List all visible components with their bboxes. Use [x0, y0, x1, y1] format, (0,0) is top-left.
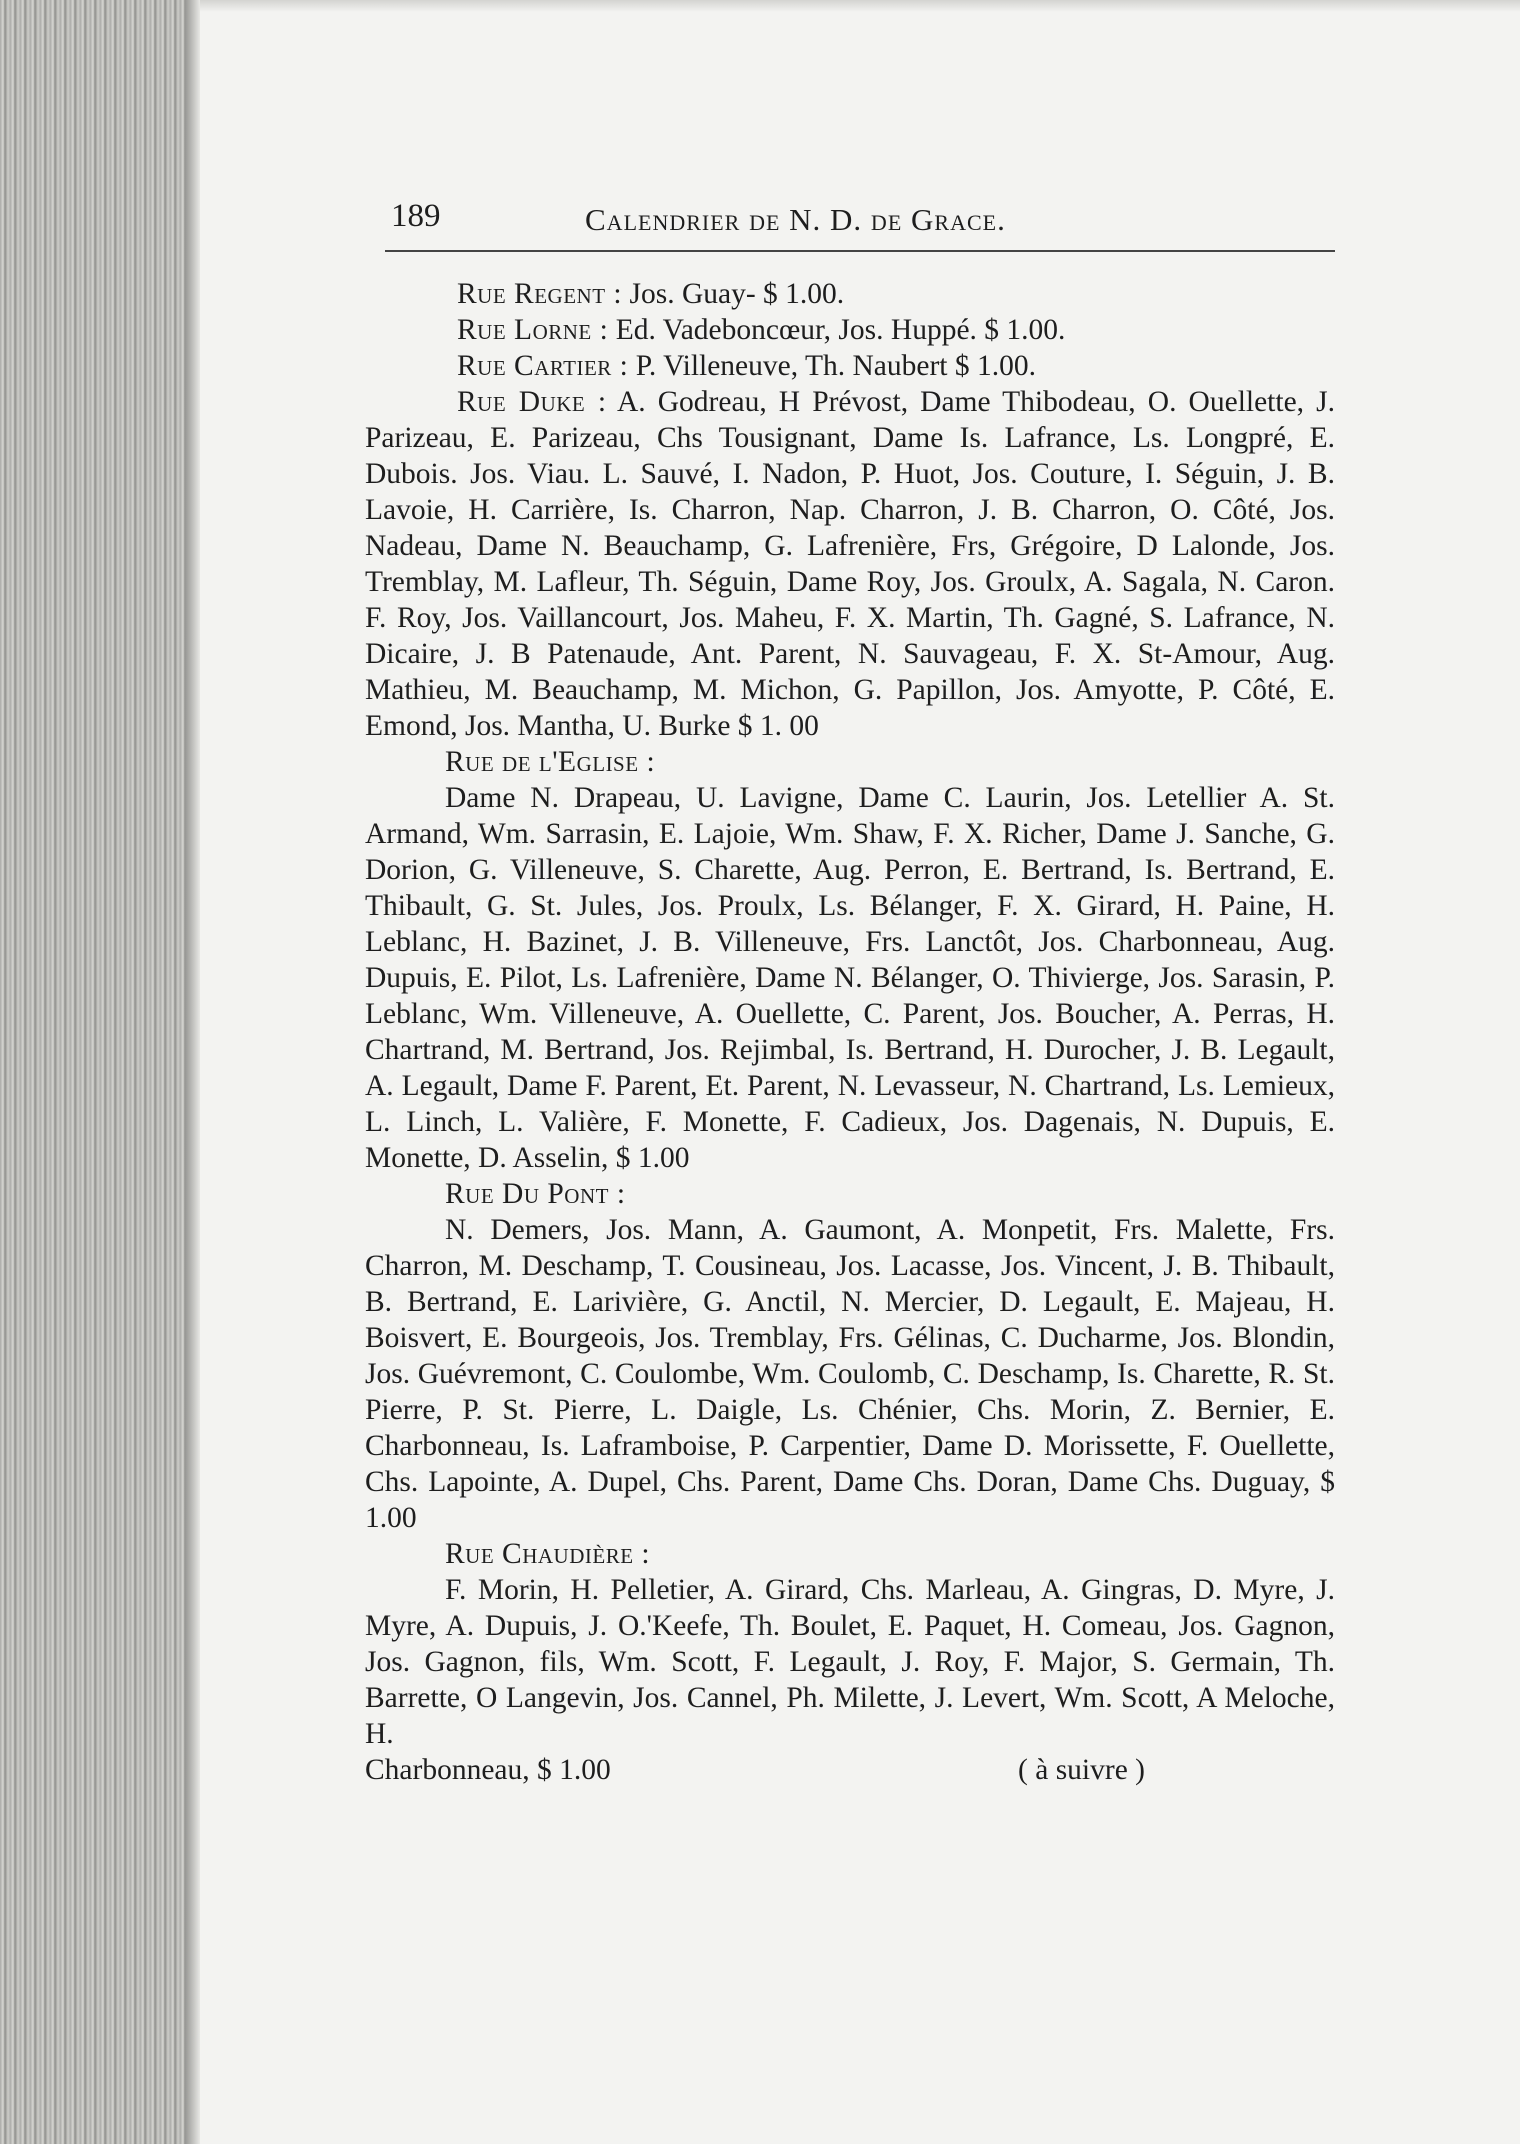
street-name: Rue Regent : [457, 278, 623, 310]
donor-names: Jos. Guay- $ 1.00. [629, 278, 845, 310]
running-title: Calendrier de N. D. de Grace. [585, 202, 1006, 237]
street-name: Rue Lorne : [457, 314, 609, 346]
page-top-shadow [200, 0, 1520, 12]
entry-rue-cartier [365, 348, 1335, 384]
page-body [365, 276, 1335, 1788]
section-names-rue-de-l-eglise: Dame N. Drapeau, U. Lavigne, Dame C. Laurin, Jos. Letellier A. St. Armand, Wm. Sarrasin, E. Lajoie, Wm. Shaw, F. X. Richer, Dame J. Sanche, G. Dorion, G. Villeneuve, S. Charette, Aug. Perron, E. Bertrand, Is. Bertrand, E. Thibault, G. St. Jules, Jos. Proulx, Ls. Bélanger, F. X. Girard, H. Paine, H. Leblanc, H. Bazinet, J. B. Villeneuve, Frs. Lanctôt, Jos. Charbonneau, Aug. Dupuis, E. Pilot, Ls. Lafrenière, Dame N. Bélanger, O. Thivierge, Jos. Sarasin, P. Leblanc, Wm. Villeneuve, A. Ouellette, C. Parent, Jos. Boucher, A. Perras, H. Chartrand, M. Bertrand, Jos. Rejimbal, Is. Bertrand, H. Durocher, J. B. Legault, A. Legault, Dame F. Parent, Et. Parent, N. Levasseur, N. Chartrand, Ls. Lemieux, L. Linch, L. Valière, F. Monette, F. Cadieux, Jos. Dagenais, N. Dupuis, E. Monette, D. Asselin, $ 1.00 [365, 782, 1335, 1174]
section-names-rue-du-pont: N. Demers, Jos. Mann, A. Gaumont, A. Monpetit, Frs. Malette, Frs. Charron, M. Deschamp, T. Cousineau, Jos. Lacasse, Jos. Vincent, J. B. Thibault, B. Bertrand, E. Larivière, G. Anctil, N. Mercier, D. Legault, E. Majeau, H. Boisvert, E. Bourgeois, Jos. Tremblay, Frs. Gélinas, C. Ducharme, Jos. Blondin, Jos. Guévremont, C. Coulombe, Wm. Coulomb, C. Deschamp, Is. Charette, R. St. Pierre, P. St. Pierre, L. Daigle, Ls. Chénier, Chs. Morin, Z. Bernier, E. Charbonneau, Is. Laframboise, P. Carpentier, Dame D. Morissette, F. Ouellette, Chs. Lapointe, A. Dupel, Chs. Parent, Dame Chs. Doran, Dame Chs. Duguay, $ 1.00 [365, 1214, 1335, 1534]
entry-rue-lorne [365, 312, 1335, 348]
section-names-rue-chaudiere: F. Morin, H. Pelletier, A. Girard, Chs. Marleau, A. Gingras, D. Myre, J. Myre, A. Dupuis, J. O.'Keefe, Th. Boulet, E. Paquet, H. Comeau, Jos. Gagnon, Jos. Gagnon, fils, Wm. Scott, F. Legault, J. Roy, F. Major, S. Germain, Th. Barrette, O Langevin, Jos. Cannel, Ph. Milette, J. Levert, Wm. Scott, A Meloche, H. [365, 1574, 1335, 1750]
entry-rue-regent [365, 276, 1335, 312]
entry-rue-duke [365, 384, 1335, 744]
section-heading-rue-de-l-eglise: Rue de l'Eglise : [445, 746, 656, 778]
donor-names: Ed. Vadeboncœur, Jos. Huppé. $ 1.00. [615, 314, 1066, 346]
page-number: 189 [391, 198, 441, 234]
continued-note: ( à suivre ) [1018, 1754, 1145, 1786]
book-page-edges [0, 0, 200, 2144]
section-heading-rue-du-pont: Rue Du Pont : [445, 1178, 626, 1210]
donor-names: A. Godreau, H Prévost, Dame Thibodeau, O. Ouellette, J. Parizeau, E. Parizeau, Chs Tousignant, Dame Is. Lafrance, Ls. Longpré, E. Dubois. Jos. Viau. L. Sauvé, I. Nadon, P. Huot, Jos. Couture, I. Séguin, J. B. Lavoie, H. Carrière, Is. Charron, Nap. Charron, J. B. Charron, O. Côté, Jos. Nadeau, Dame N. Beauchamp, G. Lafrenière, Frs, Grégoire, D Lalonde, Jos. Tremblay, M. Lafleur, Th. Séguin, Dame Roy, Jos. Groulx, A. Sagala, N. Caron. F. Roy, Jos. Vaillancourt, Jos. Maheu, F. X. Martin, Th. Gagné, S. Lafrance, N. Dicaire, J. B Patenaude, Ant. Parent, N. Sauvageau, F. X. St-Amour, Aug. Mathieu, M. Beauchamp, M. Michon, G. Papillon, Jos. Amyotte, P. Côté, E. Emond, Jos. Mantha, U. Burke $ 1. 00 [365, 386, 1335, 742]
section-heading-rue-chaudiere: Rue Chaudière : [445, 1538, 651, 1570]
street-name: Rue Cartier : [457, 350, 629, 382]
closing-line [365, 1752, 1145, 1788]
street-name: Rue Duke : [457, 386, 607, 418]
closing-text: Charbonneau, $ 1.00 [365, 1754, 611, 1786]
donor-names: P. Villeneuve, Th. Naubert $ 1.00. [635, 350, 1036, 382]
page-header [385, 198, 1335, 252]
